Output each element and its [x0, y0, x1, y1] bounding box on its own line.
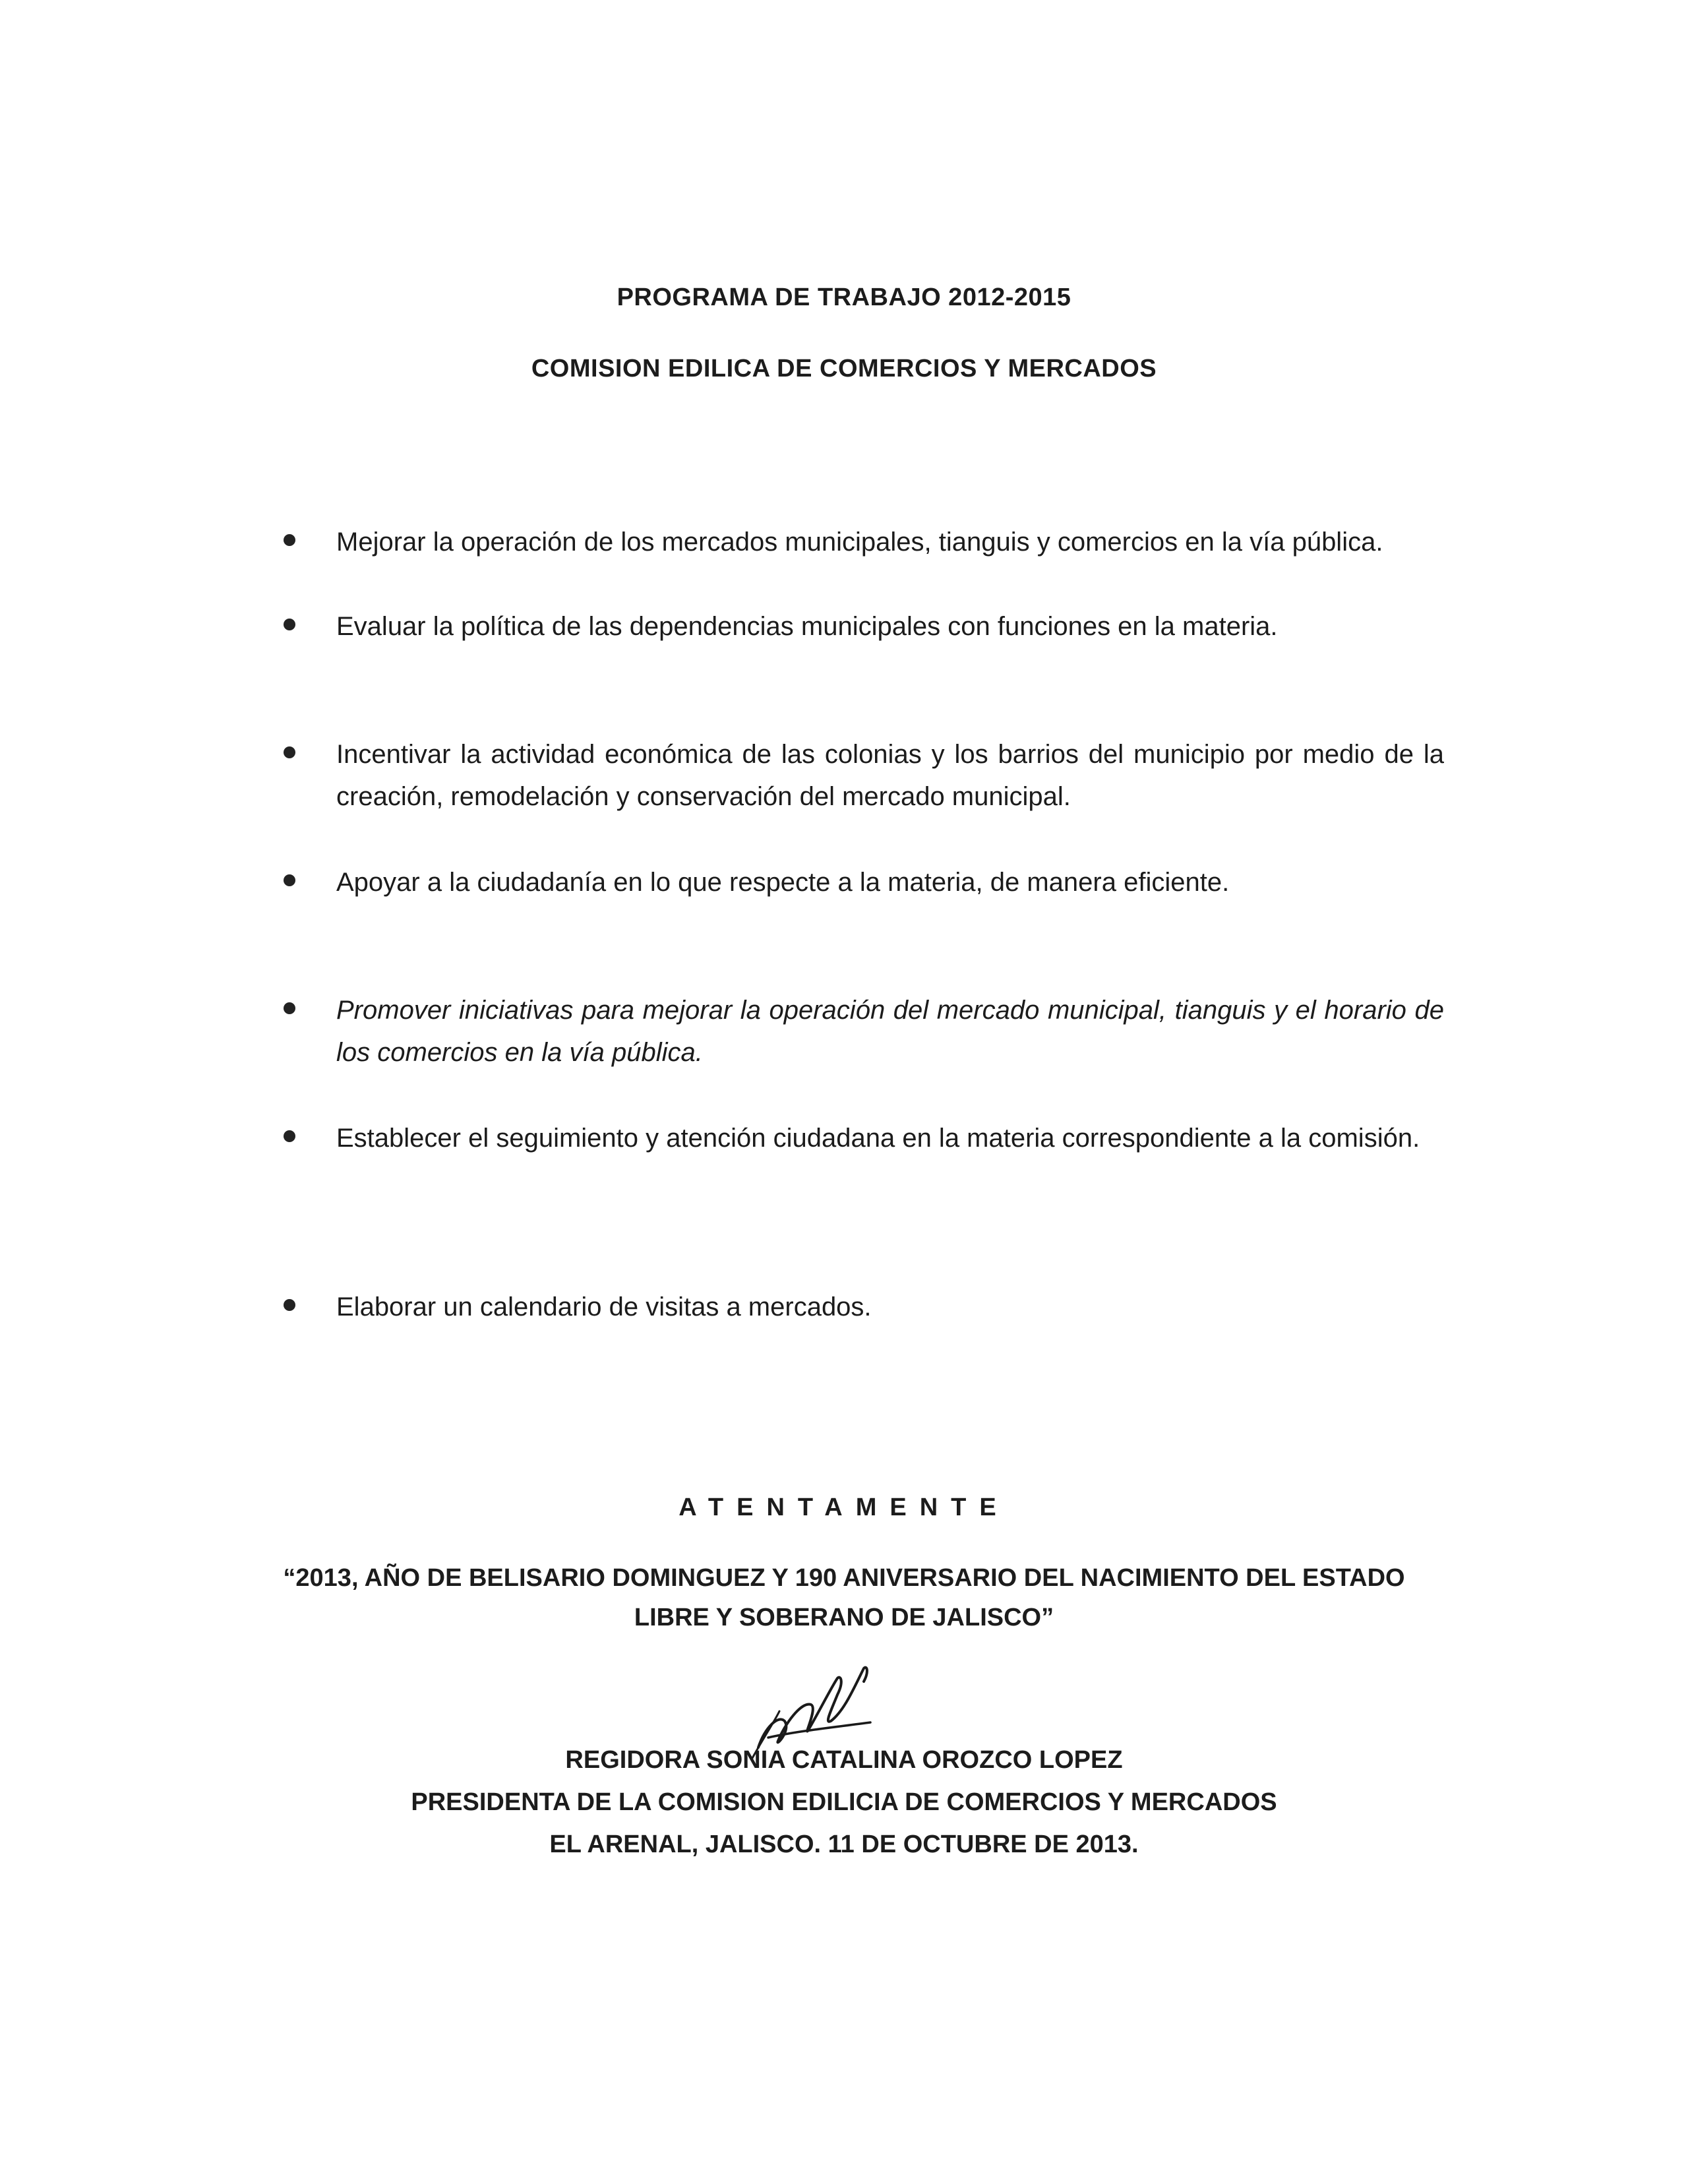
document-subtitle: COMISION EDILICA DE COMERCIOS Y MERCADOS — [531, 355, 1157, 382]
list-item-text: Evaluar la política de las dependencias municipales con funciones en la materia. — [336, 612, 1278, 641]
place-and-date: EL ARENAL, JALISCO. 11 DE OCTUBRE DE 2013. — [549, 1831, 1139, 1858]
bullet-icon — [284, 874, 295, 886]
document-title: PROGRAMA DE TRABAJO 2012-2015 — [617, 284, 1071, 311]
closing-salutation: ATENTAMENTE — [678, 1494, 1010, 1521]
motto-line-1: “2013, AÑO DE BELISARIO DOMINGUEZ Y 190 ANIVERSARIO DEL NACIMIENTO DEL ESTADO — [283, 1564, 1405, 1592]
list-item-text: Apoyar a la ciudadanía en lo que respecte a la materia, de manera eficiente. — [336, 868, 1230, 897]
bullet-icon — [284, 746, 295, 758]
list-item-text: Elaborar un calendario de visitas a mercados. — [336, 1292, 872, 1321]
bullet-icon — [284, 1299, 295, 1311]
bullet-icon — [284, 1002, 295, 1014]
signatory-role: PRESIDENTA DE LA COMISION EDILICIA DE COMERCIOS Y MERCADOS — [411, 1788, 1277, 1816]
list-item-text: Establecer el seguimiento y atención ciudadana en la materia correspondiente a la comisión. — [336, 1124, 1420, 1153]
list-item-text: Promover iniciativas para mejorar la operación del mercado municipal, tianguis y el horario de los comercios en la vía pública. — [336, 996, 1444, 1067]
signatory-name: REGIDORA SONIA CATALINA OROZCO LOPEZ — [565, 1746, 1123, 1774]
bullet-icon — [284, 619, 295, 630]
bullet-icon — [284, 534, 295, 546]
list-item-text: Mejorar la operación de los mercados municipales, tianguis y comercios en la vía pública. — [336, 528, 1383, 557]
motto-line-2: LIBRE Y SOBERANO DE JALISCO” — [634, 1604, 1054, 1631]
list-item-text: Incentivar la actividad económica de las colonias y los barrios del municipio por medio de la creación, remodelación y conservación del mercado municipal. — [336, 740, 1444, 811]
bullet-icon — [284, 1130, 295, 1142]
